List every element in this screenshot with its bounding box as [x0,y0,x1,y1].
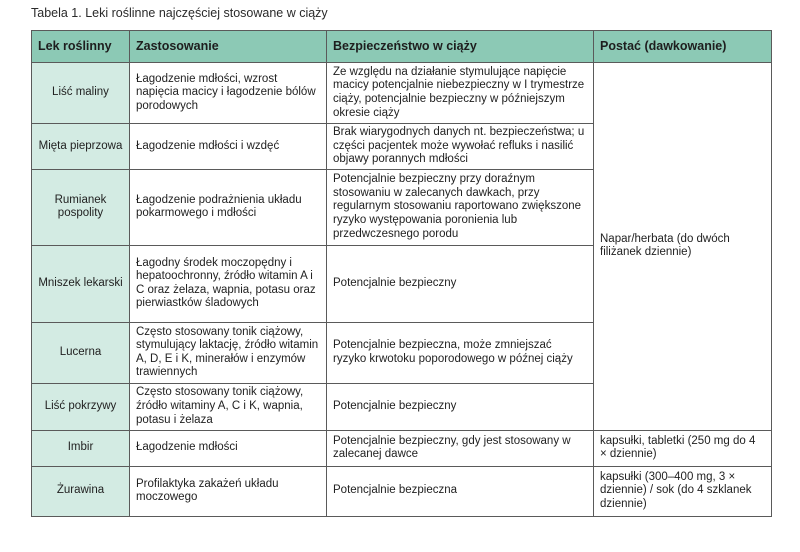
header-row [32,31,772,63]
header-use: Zastosowanie [130,31,327,63]
herb-use: Łagodzenie podrażnienia układu pokarmowego i mdłości [130,169,327,245]
header-herb: Lek roślinny [32,31,130,63]
herb-name: Żurawina [32,466,130,516]
table-row [32,63,772,124]
header-safety: Bezpieczeństwo w ciąży [327,31,594,63]
herb-name: Lucerna [32,322,130,383]
herb-use: Często stosowany tonik ciążowy, stymulujący laktację, źródło witamin A, D, E i K, minerałów i enzymów trawiennych [130,322,327,383]
herb-safety: Potencjalnie bezpieczny [327,383,594,430]
herb-safety: Potencjalnie bezpieczny, gdy jest stosowany w zalecanej dawce [327,430,594,466]
herb-use: Łagodzenie mdłości [130,430,327,466]
table-caption: Tabela 1. Leki roślinne najczęściej stosowane w ciąży [31,6,328,20]
shared-form-cell: Napar/herbata (do dwóch filiżanek dziennie) [594,63,772,431]
herb-safety: Potencjalnie bezpieczny przy doraźnym stosowaniu w zalecanych dawkach, przy regularnym stosowaniu raportowano zwiększone ryzyko występowania poronienia lub przedwczesnego porodu [327,169,594,245]
herb-use: Profilaktyka zakażeń układu moczowego [130,466,327,516]
herb-use: Często stosowany tonik ciążowy, źródło witaminy A, C i K, wapnia, potasu i żelaza [130,383,327,430]
herbal-remedies-table [31,30,772,517]
herb-safety: Potencjalnie bezpieczny [327,245,594,322]
herb-name: Liść pokrzywy [32,383,130,430]
herb-name: Rumianek pospolity [32,169,130,245]
herb-use: Łagodzenie mdłości i wzdęć [130,124,327,170]
table-row [32,466,772,516]
table-row [32,430,772,466]
herb-use: Łagodny środek moczopędny i hepatoochronny, źródło witamin A i C oraz żelaza, wapnia, potasu oraz pierwiastków śladowych [130,245,327,322]
herb-safety: Brak wiarygodnych danych nt. bezpieczeństwa; u części pacjentek może wywołać refluks i nasilić objawy porannych mdłości [327,124,594,170]
herb-name: Mięta pieprzowa [32,124,130,170]
herb-form: kapsułki, tabletki (250 mg do 4 × dziennie) [594,430,772,466]
header-form: Postać (dawkowanie) [594,31,772,63]
herb-name: Mniszek lekarski [32,245,130,322]
herb-safety: Potencjalnie bezpieczna [327,466,594,516]
herb-safety: Potencjalnie bezpieczna, może zmniejszać ryzyko krwotoku poporodowego w późnej ciąży [327,322,594,383]
herb-name: Imbir [32,430,130,466]
herb-safety: Ze względu na działanie stymulujące napięcie macicy potencjalnie niebezpieczny w I trymestrze ciąży, potencjalnie bezpieczny w późniejszym okresie ciąży [327,63,594,124]
herb-use: Łagodzenie mdłości, wzrost napięcia macicy i łagodzenie bólów porodowych [130,63,327,124]
herb-form: kapsułki (300–400 mg, 3 × dziennie) / sok (do 4 szklanek dziennie) [594,466,772,516]
herb-name: Liść maliny [32,63,130,124]
